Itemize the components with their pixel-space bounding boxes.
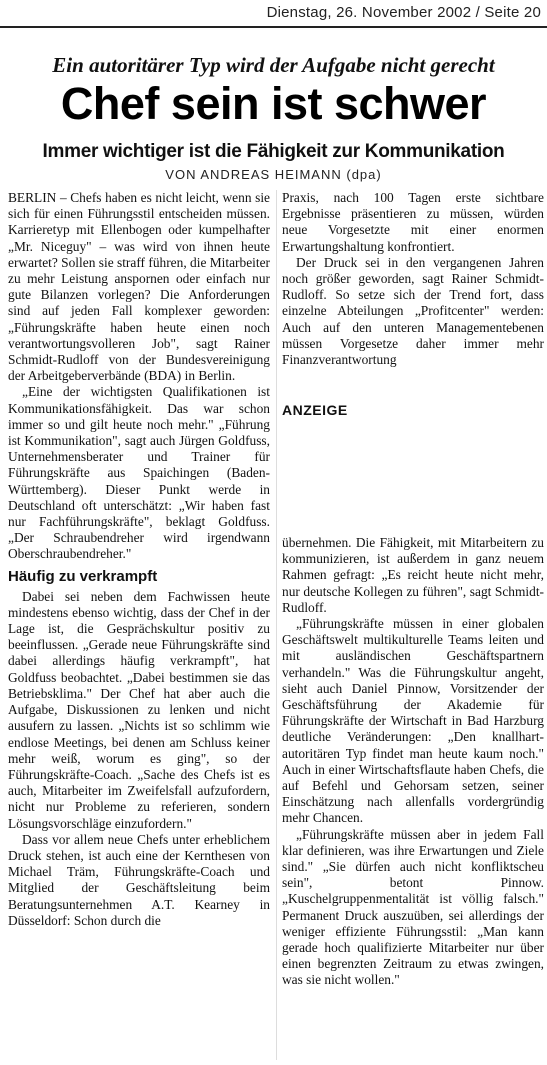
article-byline: VON ANDREAS HEIMANN (dpa) <box>165 167 382 182</box>
article-kicker: Ein autoritärer Typ wird der Aufgabe nicht gerecht <box>52 53 495 77</box>
paragraph: „Eine der wichtigsten Qualifikationen ist Kommunikationsfähigkeit. Das war schon immer so und gilt heute noch mehr." „Führung ist Kommunikation", sagt auch Jürgen Goldfuss, Unternehmensberater und Trainer für Führungskräfte aus Spaichingen (Baden-Württemberg). Dieser Punkt werde in Deutschland oft unterschätzt: „Wir haben fast nur Fachführungskräfte", beklagt Goldfuss. „Der Schraubendreher wird irgendwann Oberschraubendreher." <box>8 384 270 562</box>
left-column <box>8 190 270 1062</box>
paragraph: Der Druck sei in den vergangenen Jahren noch größer geworden, sagt Rainer Schmidt-Rudloff. So setze sich der Trend fort, dass einzelne Abteilungen „Profitcenter" werden: Auch auf den unteren Managementebenen müssen Vorgesetze daher immer mehr Finanzverantwortung <box>282 254 544 368</box>
dateline: Dienstag, 26. November 2002 / Seite 20 <box>266 4 541 21</box>
column-divider <box>276 190 277 1060</box>
header-rule <box>0 26 547 28</box>
ad-label: ANZEIGE <box>282 402 348 418</box>
article-subhead: Immer wichtiger ist die Fähigkeit zur Kommunikation <box>42 141 505 162</box>
paragraph: „Führungskräfte müssen aber in jedem Fall klar definieren, was ihre Erwartungen und Ziele sind." „Sie dürfen auch nicht konfliktscheu sein", betont Pinnow. „Kuschelgruppenmentalität ist völlig falsch." Permanent Druck auszuüben, sei allerdings der weniger effiziente Führungsstil: „Man kann gerade hoch qualifizierte Mitarbeiter nur über einen begrenzten Zeitraum zu etwas zwingen, was sie nicht wollen." <box>282 826 544 988</box>
ad-space <box>282 422 544 532</box>
right-column-top <box>282 190 544 396</box>
paragraph: Dass vor allem neue Chefs unter erheblichem Druck stehen, ist auch eine der Kernthesen von Michael Träm, Führungskräfte-Coach und Mitglied der Geschäftsleitung beim Beratungsunternehmen A.T. Kearney in Düsseldorf: Schon durch die <box>8 831 270 928</box>
paragraph: übernehmen. Die Fähigkeit, mit Mitarbeitern zu kommunizieren, ist außerdem in ganz neuem Rahmen gefragt: „Es reicht heute nicht mehr, nur deutsche Kollegen zu führen", sagt Schmidt-Rudloff. <box>282 535 544 615</box>
paragraph: Dabei sei neben dem Fachwissen heute mindestens ebenso wichtig, dass der Chef in der Lage ist, die Gesprächskultur positiv zu beeinflussen. „Gerade neue Führungskräfte sind dabei allerdings häufig verkrampft", hat Goldfuss beobachtet. „Dabei bestimmen sie das Betriebsklima." Der Chef hat aber auch die Aufgabe, Diskussionen zu lenken und nicht ausufern zu lassen. „Nichts ist so schlimm wie endlose Meetings, bei denen am Schluss keiner mehr weiß, worum es ging", so der Führungskräfte-Coach. „Sache des Chefs ist es auch, Mitarbeiter im Zweifelsfall aufzufordern, nicht nur Probleme zu referieren, sondern Lösungsvorschläge einzufordern." <box>8 588 270 831</box>
right-column-bottom <box>282 535 544 1060</box>
article-headline: Chef sein ist schwer <box>60 78 487 129</box>
paragraph: BERLIN – Chefs haben es nicht leicht, wenn sie sich für einen Führungsstil entscheiden müssen. Karrieretyp mit Ellenbogen oder kumpelhafter „Mr. Niceguy" – was wird von ihnen heute erwartet? Sollen sie straff führen, die Mitarbeiter zu mehr Leistung anspornen oder einfach nur gute Bilanzen vorlegen? Die Anforderungen sind auf jeden Fall komplexer geworden: „Führungskräfte haben heute einen noch verantwortungsvolleren Job", sagt Rainer Schmidt-Rudloff von der Bundesvereinigung der Arbeitgeberverbände (BDA) in Berlin. <box>8 190 270 384</box>
paragraph: „Führungskräfte müssen in einer globalen Geschäftswelt multikulturelle Teams leiten und mit ausländischen Geschäftspartnern verhandeln." Was die Führungskultur angeht, sieht auch Daniel Pinnow, Vorsitzender der Geschäftsführung der Akademie für Führungskräfte der Wirtschaft in Bad Harzburg deutliche Veränderungen: „Den knallhart-autoritären Typ findet man heute kaum noch." Auch in einer Wirtschaftsflaute haben Chefs, die auf Befehl und Gehorsam setzen, seiner Einschätzung nach allenfalls vordergründig mehr Chancen. <box>282 616 544 826</box>
paragraph: Praxis, nach 100 Tagen erste sichtbare Ergebnisse präsentieren zu müssen, würden neue Vorgesetzte mit einer enormen Erwartungshaltung konfrontiert. <box>282 190 544 254</box>
section-heading: Häufig zu verkrampft <box>8 567 158 585</box>
